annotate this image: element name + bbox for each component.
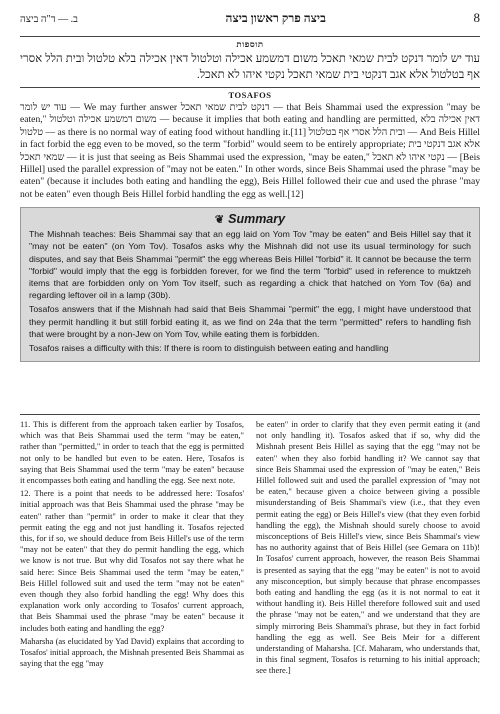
footnotes-right-column <box>256 419 480 679</box>
summary-paragraph: Tosafos raises a difficulty with this: If there is room to distinguish between eating and handling <box>29 343 389 354</box>
summary-box <box>20 207 480 362</box>
summary-title <box>29 212 471 226</box>
header-left-reference: ב. — ד"ה ביצה <box>20 14 78 25</box>
footnotes <box>20 414 480 679</box>
tosafos-translation: עוד יש לומר — We may further answer דנקט לבית שמאי תאכל — that Beis Shammai used the expression "may be eaten," משום דמשמע אכילה וטלטול — because it implies that both eating and handling are permitted, דאין אכילה בלא טלטול — as there is no normal way of eating food without handling it.[11] ובית הלל אסרי אף בטלטול — And Beis Hillel in fact forbid the egg even to be moved, so the term "forbid" would seem to be entirely appropriate; אלא אגב דנקטי בית שמאי תאכל — it is just that seeing as Beis Shammai used the expression, "may be eaten," נקטי איהו לא תאכל — [Beis Hillel] used the parallel expression of "may not be eaten." In other words, since Beis Shammai used the phrase "may be eaten" (because it includes both eating and handling the egg), Beis Hillel followed their cue and used the phrase "may not be eaten" even though Beis Hillel forbid handling the egg as well.[12] <box>20 102 480 200</box>
ornament-icon: ❦ <box>214 214 225 227</box>
tosafos-hebrew-label: תוספות <box>20 36 480 49</box>
summary-body <box>29 228 471 354</box>
footnote: 11. This is different from the approach taken earlier by Tosafos, which was that Beis Shammai used the term "may be eaten," rather than "permitted," in order to teach that the egg is permitted not only to be handled but even to be eaten. Here, Tosafos is saying that Beis Shammai used the term "may be eaten" because it encompasses both eating and handling the egg. See next note. <box>20 419 244 486</box>
footnotes-left-column <box>20 419 244 679</box>
hebrew-tosafos-text: עוד יש לומר דנקט לבית שמאי תאכל משום דמשמע אכילה וטלטול דאין אכילה בלא טלטול ובית הלל אסרי אף בטלטול אלא אגב דנקטי בית שמאי תאכל נקטי איהו לא תאכל. <box>20 53 480 81</box>
footnote: Maharsha (as elucidated by Yad David) explains that according to Tosafos' initial approach, the Mishnah presented Beis Shammai as saying that the egg "may <box>20 635 244 669</box>
summary-paragraph: Tosafos answers that if the Mishnah had said that Beis Shammai "permit" the egg, I might have understood that they permit handling it but still forbid eating it, as we find on 24a that the term "permitted" refers to handling fish that were brought by a non-Jew on Yom Tov, while eating them is forbidden. <box>29 304 471 339</box>
summary-paragraph: The Mishnah teaches: Beis Shammai say that an egg laid on Yom Tov "may be eaten" and Beis Hillel say that it "may not be eaten" (on Yom Tov). Tosafos asks why the Mishnah did not use its usual terminology for such disputes, and say that Beis Shammai "permit" the egg whereas Beis Hillel "forbid" it. It cannot be because the term "forbid" would imply that the egg is forbidden forever, for we find the term "forbid" used in reference to muktzeh items that are forbidden only on Yom Tov itself, such as regarding a chick that hatched on Yom Tov (6a) and regarding leftover oil in a lamp (30b). <box>29 229 471 301</box>
page <box>20 10 480 362</box>
tosafos-label: TOSAFOS <box>20 87 480 100</box>
header-center-title: ביצה פרק ראשון ביצה <box>225 11 326 25</box>
footnote: 12. There is a point that needs to be addressed here: Tosafos' initial approach was that Beis Shammai used the phrase "may be eaten" rather than "permit" in order to make it clear that they permit eating the egg and not just handling it. Tosafos rejected this, for if so, we should deduce from Beis Hillel's use of the term "may not be eaten" that they do permit handling the egg, which we know is not true. But why did Tosafos not say there what he said here: Since Beis Shammai used the term "may be eaten," Beis Hillel followed suit and used the term "may not be eaten" even though they also forbid handling the egg! Why does this explanation work only according to Tosafos' current approach, that Beis Shammai used the phrase "may be eaten" because it includes both eating and handling the egg? <box>20 488 244 633</box>
running-header <box>20 10 480 32</box>
footnote: be eaten" in order to clarify that they even permit eating it (and not only handling it). Tosafos asked that if so, why did the Mishnah present Beis Hillel as saying that the egg "may not be eaten" when they also forbid handling it? We cannot say that since Beis Shammai used the expression of "may be eaten," Beis Hillel followed suit and used the parallel expression of "may not be eaten," because given a choice between giving a possible misunderstanding of Beis Shammai's view (i.e., that they even permit eating the egg) or Beis Hillel's view (that they even forbid handling the egg), the Mishnah should surely choose to avoid misconceptions of Beis Hillel's view, since Beis Shammai's view has no authority against that of Beis Hillel (see Gemara on 11b)! In Tosafos' current approach, however, the reason Beis Shammai is presented as saying that the egg "may be eaten" is not to avoid any misconception, but simply because that phrase encompasses both eating and handling the egg (as it is not normal to eat it without handling it). Beis Hillel therefore followed suit and used the phrase "may not be eaten," and we understand that they are simply mirroring Beis Shammai's phrase, but they in fact forbid handling the egg as well. See Beis Meir for a different understanding of Maharsha. [Cf. Maharam, who understands that, in this final segment, Tosafos is returning to his initial approach; see there.] <box>256 419 480 676</box>
summary-title-text: Summary <box>228 212 286 227</box>
page-number: 8 <box>473 10 480 25</box>
